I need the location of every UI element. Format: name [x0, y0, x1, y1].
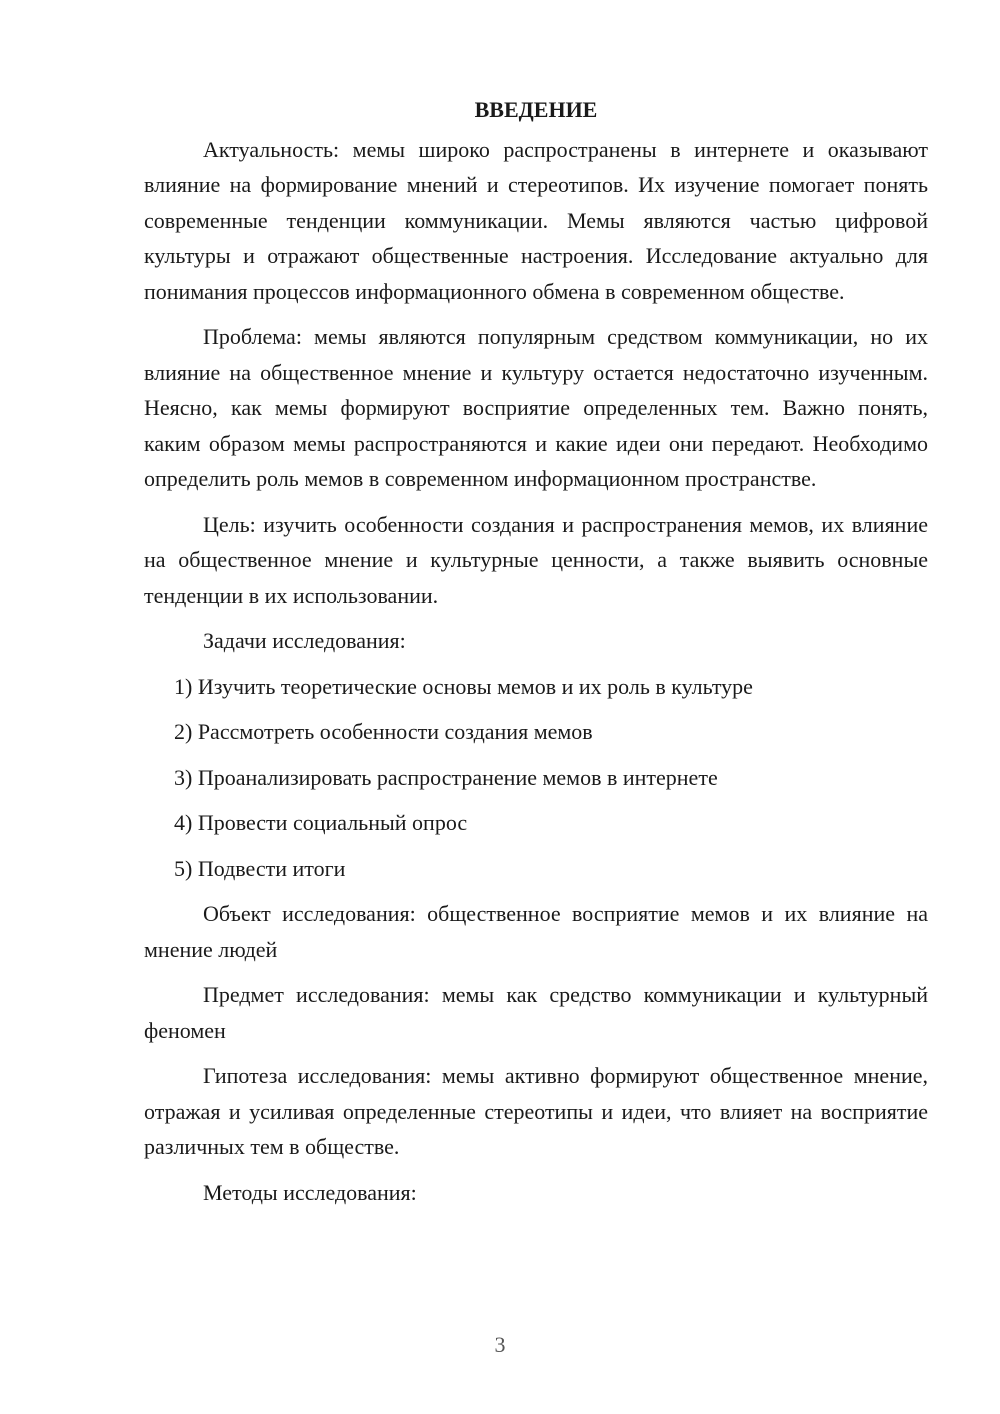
task-item: 5) Подвести итоги [174, 855, 346, 881]
relevance-paragraph: Актуальность: мемы широко распространены в интернете и оказывают влияние на формирование мнений и стереотипов. Их изучение помогает понять современные тенденции коммуникации. Мемы являются частью цифровой культуры и отражают общественные настроения. Исследование актуально для понимания процессов информационного обмена в современном обществе. [144, 136, 928, 304]
page-number: 3 [494, 1332, 506, 1357]
page-content [144, 92, 928, 1210]
page-title: ВВЕДЕНИЕ [474, 97, 598, 122]
task-item: 2) Рассмотреть особенности создания мемов [174, 719, 593, 744]
task-item: 4) Провести социальный опрос [174, 810, 468, 835]
hypothesis-paragraph: Гипотеза исследования: мемы активно формируют общественное мнение, отражая и усиливая определенные стереотипы и идеи, что влияет на восприятие различных тем в обществе. [144, 1063, 928, 1159]
task-item: 1) Изучить теоретические основы мемов и их роль в культуре [174, 673, 753, 699]
tasks-list [144, 669, 928, 887]
tasks-heading: Задачи исследования: [203, 628, 406, 653]
subject-paragraph: Предмет исследования: мемы как средство коммуникации и культурный феномен [144, 982, 928, 1043]
object-paragraph: Объект исследования: общественное восприятие мемов и их влияние на мнение людей [144, 901, 928, 962]
problem-paragraph: Проблема: мемы являются популярным средством коммуникации, но их влияние на общественное мнение и культуру остается недостаточно изученным. Неясно, как мемы формируют восприятие определенных тем. Важно понять, каким образом мемы распространяются и какие идеи они передают. Необходимо определить роль мемов в современном информационном пространстве. [144, 324, 928, 491]
methods-heading: Методы исследования: [203, 1179, 417, 1205]
task-item: 3) Проанализировать распространение мемов в интернете [174, 764, 718, 790]
goal-paragraph: Цель: изучить особенности создания и распространения мемов, их влияние на общественное мнение и культурные ценности, а также выявить основные тенденции в их использовании. [144, 511, 928, 608]
